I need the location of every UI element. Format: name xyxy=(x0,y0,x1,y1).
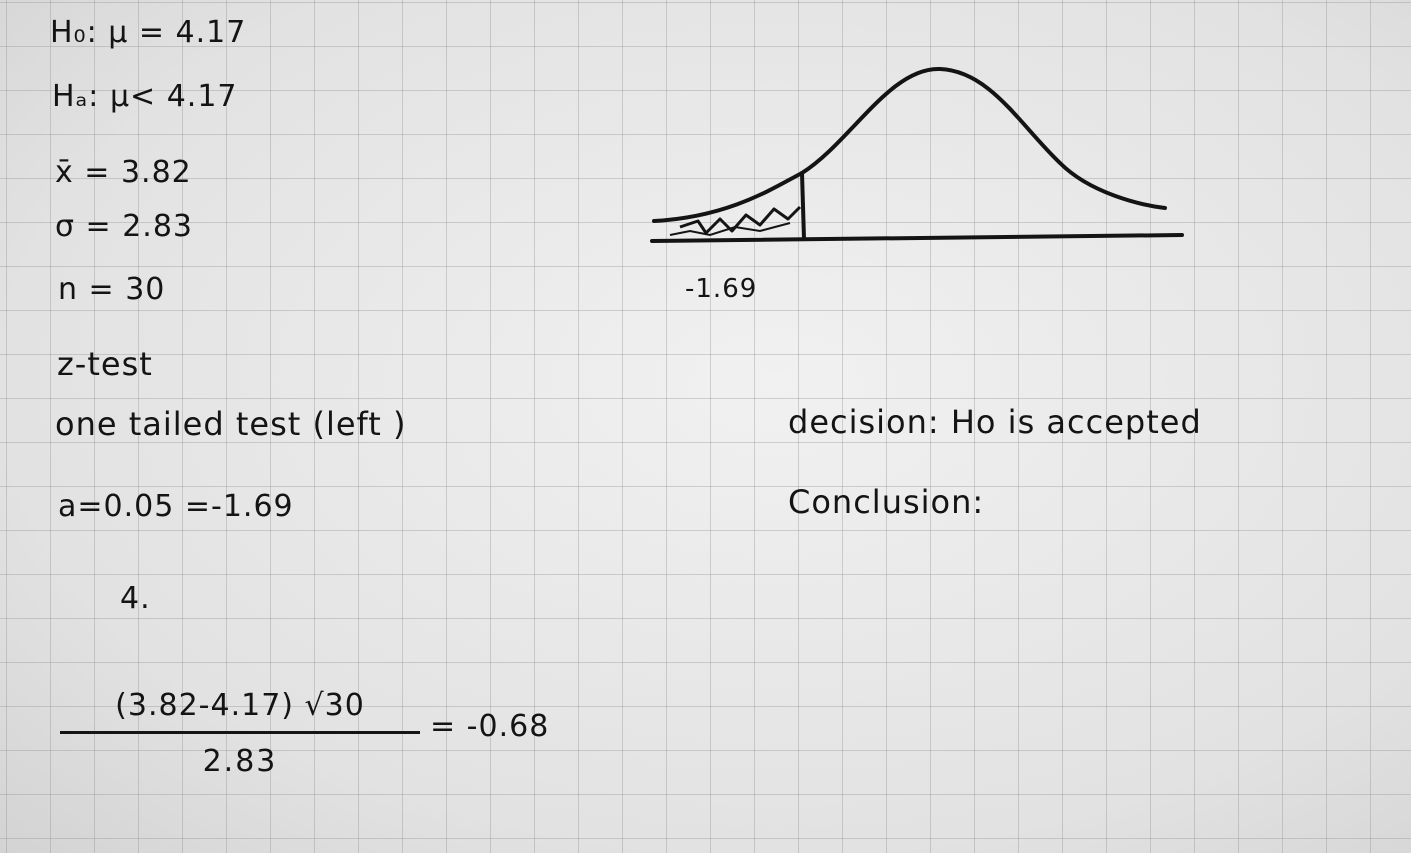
bell-curve xyxy=(654,69,1165,221)
fraction-bar xyxy=(60,731,420,734)
sample-mean: x̄ = 3.82 xyxy=(55,155,192,190)
alpha-critical-value: a=0.05 =-1.69 xyxy=(58,489,294,524)
test-type: z-test xyxy=(57,345,153,383)
null-hypothesis: H₀: μ = 4.17 xyxy=(50,15,247,50)
fraction-numerator: (3.82-4.17) √30 xyxy=(115,688,365,723)
fraction-denominator: 2.83 xyxy=(202,744,278,779)
normal-curve-sketch xyxy=(640,55,1200,255)
sample-size: n = 30 xyxy=(58,272,166,307)
alternative-hypothesis: Hₐ: μ< 4.17 xyxy=(52,79,238,114)
step-number: 4. xyxy=(120,581,151,616)
baseline-axis xyxy=(652,235,1182,241)
population-sd: σ = 2.83 xyxy=(55,209,194,244)
conclusion: Conclusion: xyxy=(788,483,985,521)
z-result: = -0.68 xyxy=(430,709,550,744)
rejection-region-shading xyxy=(680,207,800,233)
decision: decision: Ho is accepted xyxy=(788,403,1202,441)
critical-value-label: -1.69 xyxy=(685,274,758,304)
critical-line xyxy=(802,173,804,239)
z-computation-fraction xyxy=(60,688,420,779)
tail-type: one tailed test (left ) xyxy=(55,405,407,443)
